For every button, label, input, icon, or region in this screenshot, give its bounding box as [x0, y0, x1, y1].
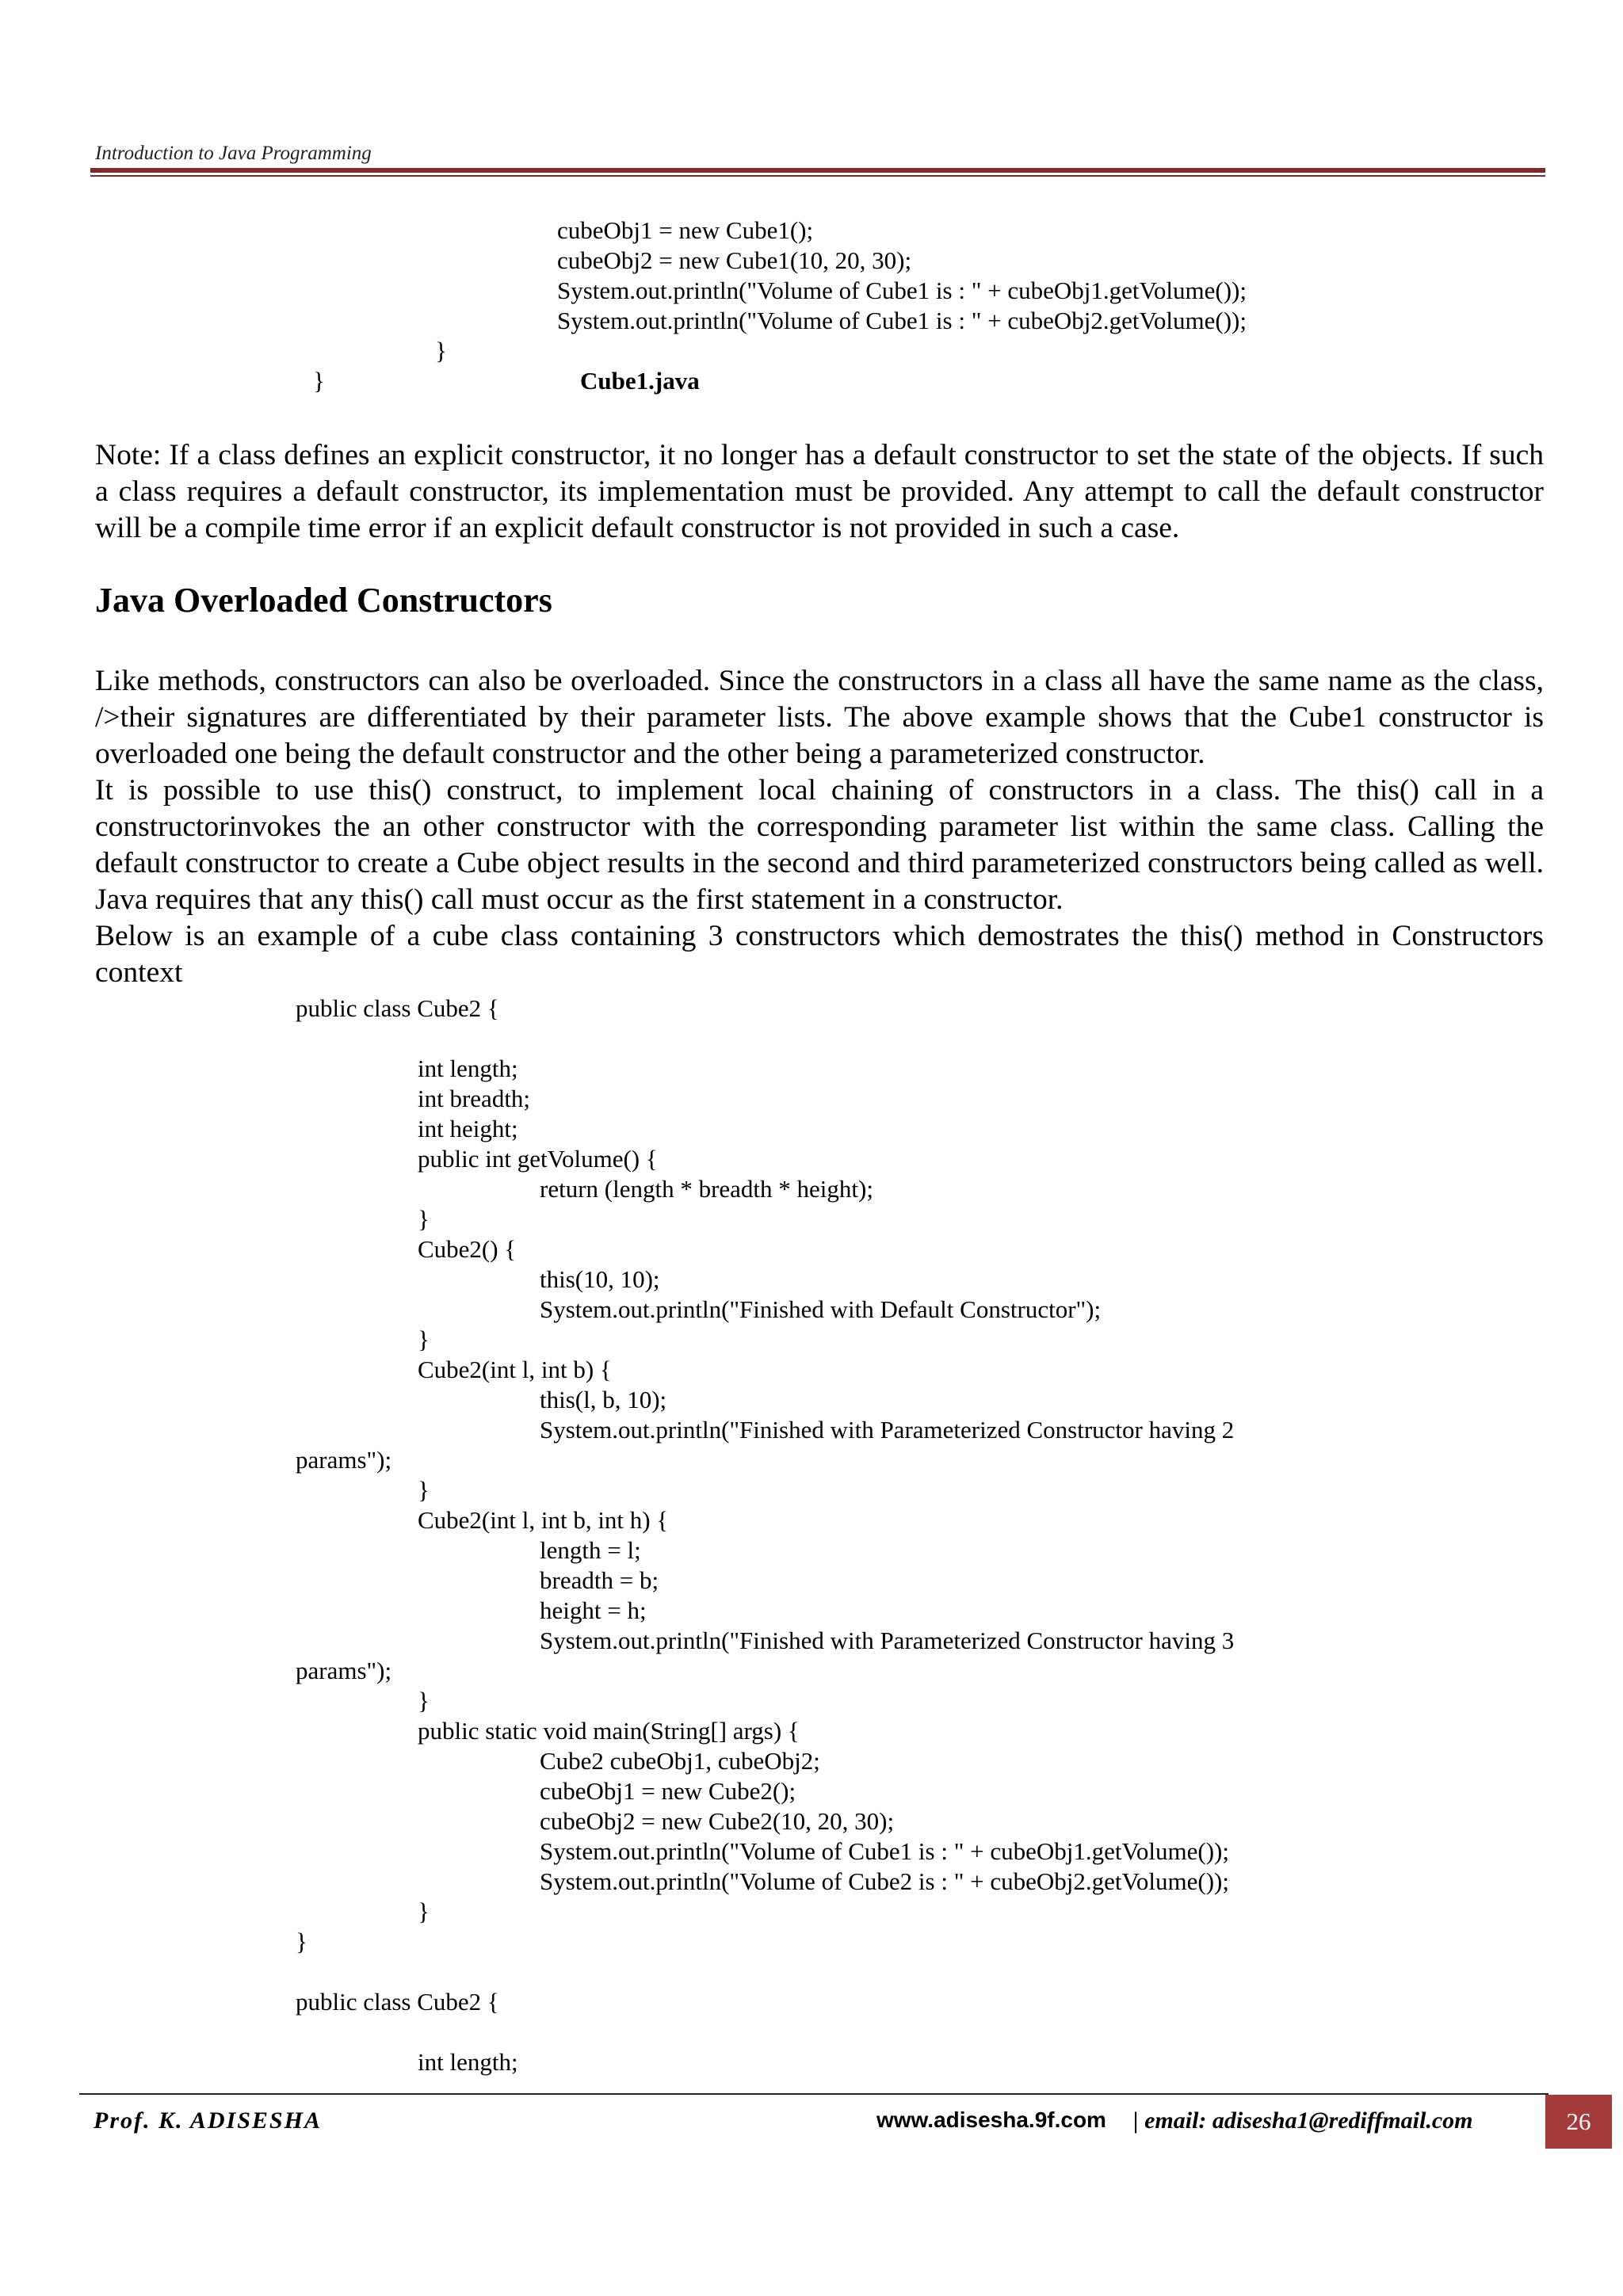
section-heading: Java Overloaded Constructors [95, 581, 552, 620]
body-paragraph: Like methods, constructors can also be overloaded. Since the constructors in a class all have the same name as the class, />their signatures are differentiated by their parameter lists. The above example shows that the Cube1 constructor is overloaded one being the default constructor and the other being a parameterized constructor. [95, 665, 1544, 770]
header-rule-thin [90, 175, 1545, 177]
running-header-title: Introduction to Java Programming [95, 143, 372, 164]
code-line: cubeObj1 = new Cube1(); [557, 216, 814, 244]
code-line: System.out.println("Volume of Cube1 is : " + cubeObj2.getVolume()); [557, 307, 1247, 334]
footer-website-link[interactable]: www.adisesha.9f.com [876, 2107, 1106, 2132]
footer-email-link[interactable]: | email: adisesha1@rediffmail.com [1133, 2107, 1473, 2134]
footer-rule [79, 2093, 1549, 2095]
page-number-badge: 26 [1545, 2095, 1612, 2149]
footer-author: Prof. K. ADISESHA [94, 2107, 322, 2134]
note-paragraph: Note: If a class defines an explicit constructor, it no longer has a default constructor to set the state of the objects. If such a class requires a default constructor, its implementation must be provided. Any attempt to call the default constructor will be a compile time error if an explicit default constructor is not provided in such a case. [95, 439, 1544, 544]
body-paragraph: It is possible to use this() construct, to implement local chaining of constructors in a class. The this() call in a constructorinvokes the an other constructor with the corresponding parameter list within the same class. Calling the default constructor to create a Cube object results in the second and third parameterized constructors being called as well. Java requires that any this() call must occur as the first statement in a constructor. [95, 774, 1544, 916]
code-line: System.out.println("Volume of Cube1 is : " + cubeObj1.getVolume()); [557, 277, 1247, 304]
code-line: cubeObj2 = new Cube1(10, 20, 30); [557, 246, 912, 274]
header-rule [90, 168, 1545, 173]
code-line: } [435, 337, 447, 364]
body-paragraph: Below is an example of a cube class containing 3 constructors which demostrates the this() method in Constructors context [95, 920, 1544, 989]
code-line: } [313, 367, 325, 395]
code-caption: Cube1.java [580, 367, 700, 395]
code-block-cube2: public class Cube2 { int length; int breadth; int height; public int getVolume() { return (length * breadth * height); } Cube2() { this(10, 10); System.out.println("Finished with Default Constructor"); } Cube2(int l, int b) { this(l, b, 10); System.out.println("Finished with Parameterized Constructor having 2 params"); } Cube2(int l, int b, int h) { length = l; breadth = b; height = h; System.out.println("Finished with Parameterized Constructor having 3 params"); } public static void main(String[] args) { Cube2 cubeObj1, cubeObj2; cubeObj1 = new Cube2(); cubeObj2 = new Cube2(10, 20, 30); System.out.println("Volume of Cube1 is : " + cubeObj1.getVolume()); System.out.println("Volume of Cube2 is : " + cubeObj2.getVolume()); } } public class Cube2 { int length; [296, 994, 1235, 2076]
